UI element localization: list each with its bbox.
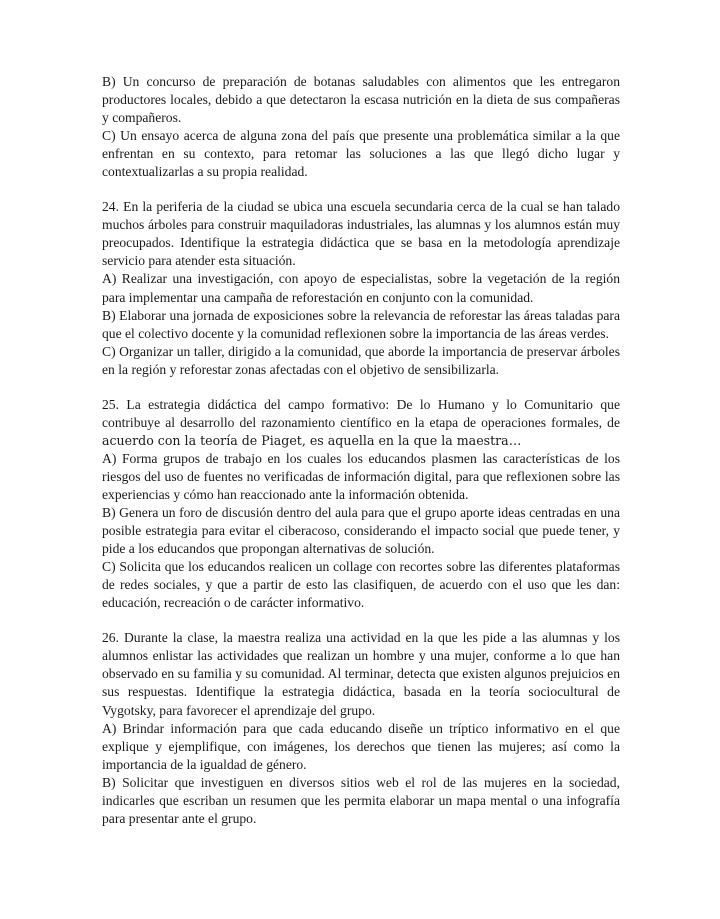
question-25-option-c: C) Solicita que los educandos realicen un collage con recortes sobre las diferentes plataformas de redes sociales, y que a partir de esto las clasifiquen, de acuerdo con el uso que les dan: educación, recreación o de carácter informativo. <box>102 559 620 611</box>
question-26-option-b: B) Solicitar que investiguen en diversos sitios web el rol de las mujeres en la sociedad, indicarles que escriban un resumen que les permita elaborar un mapa mental o una infografía para presentar ante el grupo. <box>102 774 620 826</box>
question-25-option-a: A) Forma grupos de trabajo en los cuales los educandos plasmen las características de los riesgos del uso de fuentes no verificadas de información digital, para que reflexionen sobre las experiencias y cómo han reaccionado ante la información obtenida. <box>102 450 620 502</box>
question-25-stem <box>102 396 620 450</box>
paragraph-gap <box>102 612 620 629</box>
question-25-stem-part1: 25. La estrategia didáctica del campo formativo: De lo Humano y lo Comunitario que contribuye al desarrollo del razonamiento científico en la etapa de operaciones formales, de <box>102 396 620 430</box>
question-24-option-a: A) Realizar una investigación, con apoyo de especialistas, sobre la vegetación de la región para implementar una campaña de reforestación en conjunto con la comunidad. <box>102 271 620 305</box>
paragraph-gap <box>102 181 620 198</box>
question-24-option-c: C) Organizar un taller, dirigido a la comunidad, que aborde la importancia de preservar árboles en la región y reforestar zonas afectadas con el objetivo de sensibilizarla. <box>102 343 620 377</box>
continuation-option-c: C) Un ensayo acerca de alguna zona del país que presente una problemática similar a la que enfrentan en su contexto, para retomar las soluciones a las que llegó dicho lugar y contextualizarlas a su propia realidad. <box>102 128 620 180</box>
question-26-option-a: A) Brindar información para que cada educando diseñe un tríptico informativo en el que explique y ejemplifique, con imágenes, los derechos que tienen las mujeres; así como la importancia de la igualdad de género. <box>102 720 620 772</box>
question-24-option-b: B) Elaborar una jornada de exposiciones sobre la relevancia de reforestar las áreas taladas para que el colectivo docente y la comunidad reflexionen sobre la importancia de las áreas verdes. <box>102 307 620 341</box>
question-25-option-b: B) Genera un foro de discusión dentro del aula para que el grupo aporte ideas centradas en una posible estrategia para evitar el ciberacoso, considerando el impacto social que puede tener, y pide a los educandos que propongan alternativas de solución. <box>102 505 620 557</box>
question-26-stem: 26. Durante la clase, la maestra realiza una actividad en la que les pide a las alumnas y los alumnos enlistar las actividades que realizan un hombre y una mujer, conforme a lo que han observado en su familia y su comunidad. Al terminar, detecta que existen algunos prejuicios en sus respuestas. Identifique la estrategia didáctica, basada en la teoría sociocultural de Vygotsky, para favorecer el aprendizaje del grupo. <box>102 630 620 718</box>
question-25-stem-part2: acuerdo con la teoría de Piaget, es aquella en la que la maestra… <box>102 432 522 448</box>
paragraph-gap <box>102 379 620 396</box>
question-24-stem: 24. En la periferia de la ciudad se ubica una escuela secundaria cerca de la cual se han talado muchos árboles para construir maquiladoras industriales, las alumnas y los alumnos están muy preocupados. Identifique la estrategia didáctica que se basa en la metodología aprendizaje servicio para atender esta situación. <box>102 199 620 269</box>
document-page <box>102 73 620 828</box>
continuation-option-b: B) Un concurso de preparación de botanas saludables con alimentos que les entregaron productores locales, debido a que detectaron la escasa nutrición en la dieta de sus compañeras y compañeros. <box>102 74 620 126</box>
